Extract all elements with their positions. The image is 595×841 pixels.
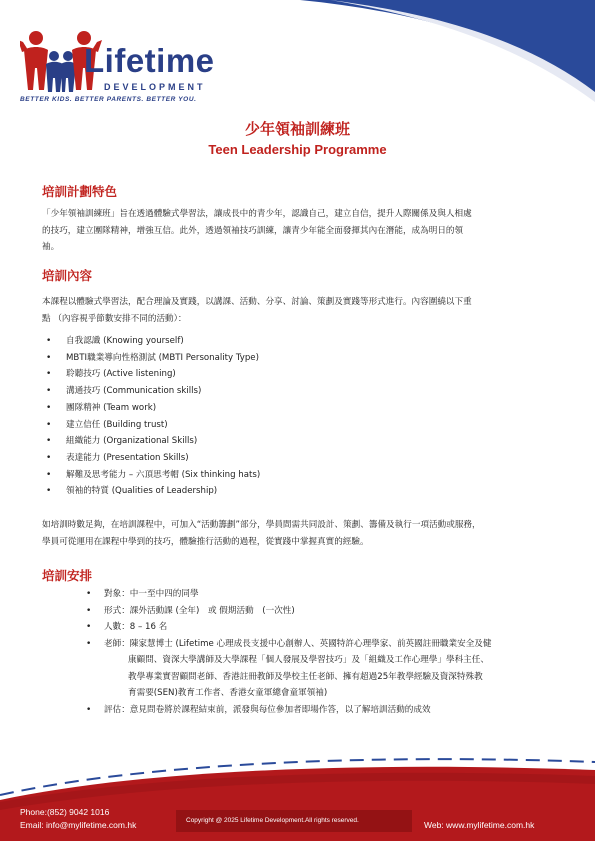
list-item: • 聆聽技巧 (Active listening) [42,366,557,383]
list-item: • 表達能力 (Presentation Skills) [42,450,557,467]
list-item: • 領袖的特質 (Qualities of Leadership) [42,483,557,500]
logo-wordmark: Lifetime [84,42,215,79]
paragraph-line: 本課程以體驗式學習法，配合理論及實踐，以講課、活動、分享、討論、策劃及實踐等形式進行。內容圍繞以下重 [42,297,472,307]
features-paragraph [42,206,557,256]
item-text: 對象：中一至中四的同學 [104,589,199,599]
footer-phone: Phone:(852) 9042 1016 [20,807,110,817]
item-line: • 老師：陳家慧博士 (Lifetime 心理成長支援中心創辦人、英國特許心理學家、前英國註冊職業安全及健 [104,638,492,649]
list-item: • 自我認識 (Knowing yourself) [42,333,557,350]
list-item: • 溝通技巧 (Communication skills) [42,383,557,400]
list-item [86,702,556,719]
item-text: 人數：8 – 16 名 [104,622,168,632]
list-item: • 組織能力 (Organizational Skills) [42,433,557,450]
paragraph-line: 學員可從運用在課程中學到的技巧，體驗推行活動的過程，從實踐中掌握真實的經驗。 [42,536,369,547]
list-item [86,603,556,620]
list-item [86,586,556,603]
item-line: 育需要(SEN)教育工作者、香港女童軍總會童軍領袖) [128,688,328,698]
page-title-chinese: 少年領袖訓練班 [244,120,350,138]
list-item: • MBTI職業導向性格測試 (MBTI Personality Type) [42,350,557,367]
list-item: • 解難及思考能力 – 六頂思考帽 (Six thinking hats) [42,467,557,484]
paragraph-line: 「少年領袖訓練班」旨在透過體驗式學習法，讓成長中的青少年，認識自己，建立自信，提升人際關係及與人相處 [42,209,472,219]
footer-email[interactable]: Email: info@mylifetime.com.hk [20,820,137,830]
item-text: 評估：意見問卷將於課程結束前，派發與每位參加者即場作答，以了解培訓活動的成效 [104,704,431,715]
item-text: 形式：課外活動課 (全年) 或 假期活動 (一次性) [104,605,295,616]
content-outro [42,517,557,550]
page-title-english: Teen Leadership Programme [208,142,387,157]
logo-tagline: BETTER KIDS. BETTER PARENTS. BETTER YOU. [20,96,197,103]
section-heading-content: 培訓內容 [42,268,93,283]
section-heading-features: 培訓計劃特色 [42,184,118,199]
footer-website[interactable]: Web: www.mylifetime.com.hk [424,820,535,830]
list-item: • 建立信任 (Building trust) [42,417,557,434]
paragraph-line: 點 （內容視乎節數安排不同的活動）： [42,313,187,324]
logo-subtitle: DEVELOPMENT [104,82,206,92]
list-item: • 團隊精神 (Team work) [42,400,557,417]
item-line: 教學專業實習顧問老師、香港註冊教師及學校主任老師、擁有超過25年教學經驗及資深特殊教 [128,671,483,682]
content-list [42,333,557,500]
footer-copyright: Copyright @ 2025 Lifetime Development.All rights reserved. [186,817,359,824]
content-intro [42,294,557,327]
list-item-teacher [86,636,556,702]
section-heading-arrangement: 培訓安排 [42,568,93,583]
paragraph-line: 的技巧，建立團隊精神，增強互信。此外，透過領袖技巧訓練，讓青少年能全面發揮其內在潛能，成為明日的領 [42,225,464,236]
arrangement-list [86,586,556,718]
item-line: 康顧問、資深大學講師及大學課程「個人發展及學習技巧」及「組織及工作心理學」學科主任、 [128,655,489,665]
paragraph-line: 袖。 [42,242,60,252]
paragraph-line: 如培訓時數足夠，在培訓課程中，可加入“活動籌劃”部分，學員間需共同設計、策劃、籌備及執行一項活動或服務， [42,520,481,530]
list-item [86,619,556,636]
